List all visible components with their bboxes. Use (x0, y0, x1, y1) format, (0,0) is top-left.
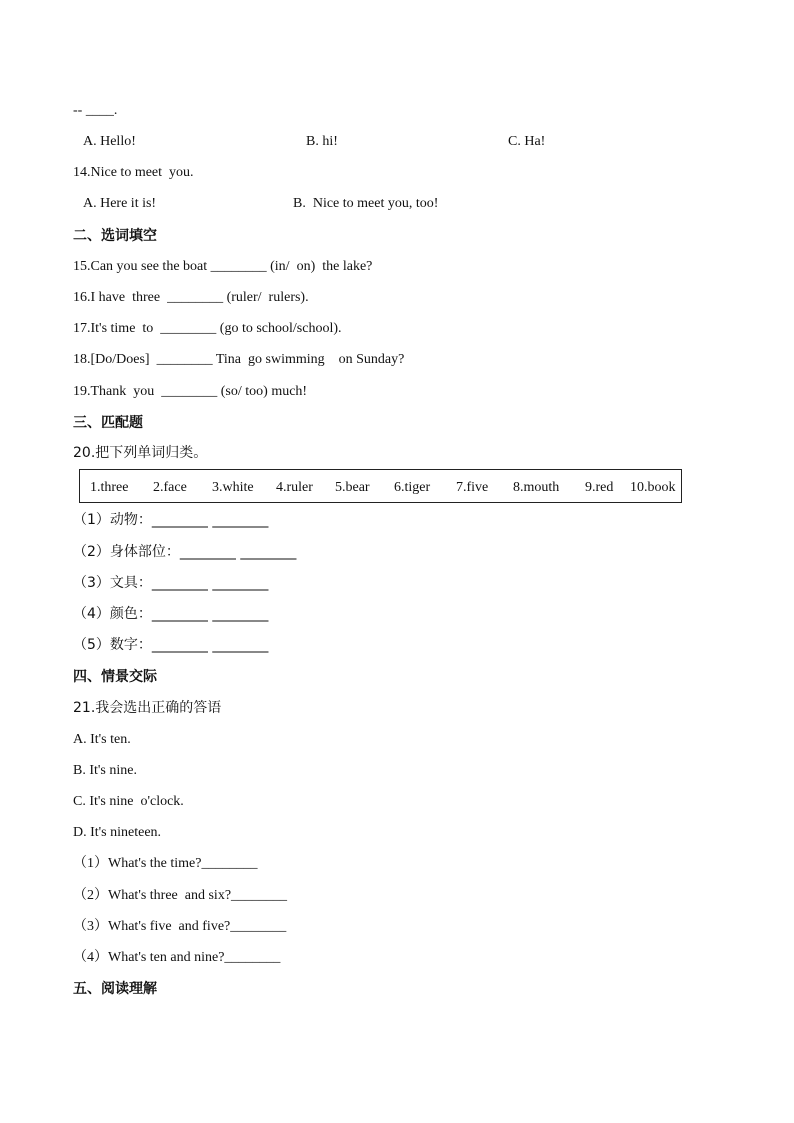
word-bank-item: 6.tiger (394, 480, 431, 495)
sub-question: （3）What's five and five?________ (73, 919, 287, 934)
category-line: （5）数字：________ ________ (73, 637, 269, 653)
q20-question: 20.把下列单词归类。 (73, 445, 208, 461)
fill-blank-item: 17.It's time to ________ (go to school/school). (73, 321, 342, 336)
sub-question: （4）What's ten and nine?________ (73, 950, 281, 965)
word-bank-item: 1.three (90, 480, 129, 495)
category-line: （2）身体部位：________ ________ (73, 544, 297, 560)
fill-blank-item: 16.I have three ________ (ruler/ rulers). (73, 290, 309, 305)
fill-blank-item: 19.Thank you ________ (so/ too) much! (73, 384, 308, 399)
word-bank-item: 3.white (212, 480, 254, 495)
word-bank-box (79, 469, 682, 503)
q21-question: 21.我会选出正确的答语 (73, 700, 222, 716)
word-bank-item: 9.red (585, 480, 614, 495)
answer-choice: C. It's nine o'clock. (73, 794, 184, 809)
answer-choice: A. It's ten. (73, 732, 131, 747)
category-line: （4）颜色：________ ________ (73, 606, 269, 622)
section3-title: 三、匹配题 (73, 415, 143, 431)
category-line: （3）文具：________ ________ (73, 575, 269, 591)
word-bank-item: 4.ruler (276, 480, 313, 495)
sub-question: （1）What's the time?________ (73, 856, 258, 871)
sub-question: （2）What's three and six?________ (73, 888, 288, 903)
q14-option-b: B. Nice to meet you, too! (293, 196, 439, 211)
fill-blank-item: 18.[Do/Does] ________ Tina go swimming on Sunday? (73, 352, 405, 367)
q13-option-b: B. hi! (306, 134, 338, 149)
answer-choice: B. It's nine. (73, 763, 137, 778)
q13-option-a: A. Hello! (83, 134, 136, 149)
word-bank-item: 2.face (153, 480, 187, 495)
fill-blank-item: 15.Can you see the boat ________ (in/ on) the lake? (73, 259, 373, 274)
q14-text: 14.Nice to meet you. (73, 165, 194, 180)
answer-choice: D. It's nineteen. (73, 825, 162, 840)
section4-title: 四、情景交际 (73, 669, 157, 685)
word-bank-item: 5.bear (335, 480, 370, 495)
word-bank-item: 8.mouth (513, 480, 560, 495)
q13-prompt: -- ____. (73, 103, 118, 118)
word-bank-item: 10.book (630, 480, 676, 495)
q13-option-c: C. Ha! (508, 134, 546, 149)
section5-title: 五、阅读理解 (73, 981, 157, 997)
word-bank-item: 7.five (456, 480, 489, 495)
section2-title: 二、选词填空 (73, 228, 157, 244)
q14-option-a: A. Here it is! (83, 196, 157, 211)
category-line: （1）动物：________ ________ (73, 512, 269, 528)
